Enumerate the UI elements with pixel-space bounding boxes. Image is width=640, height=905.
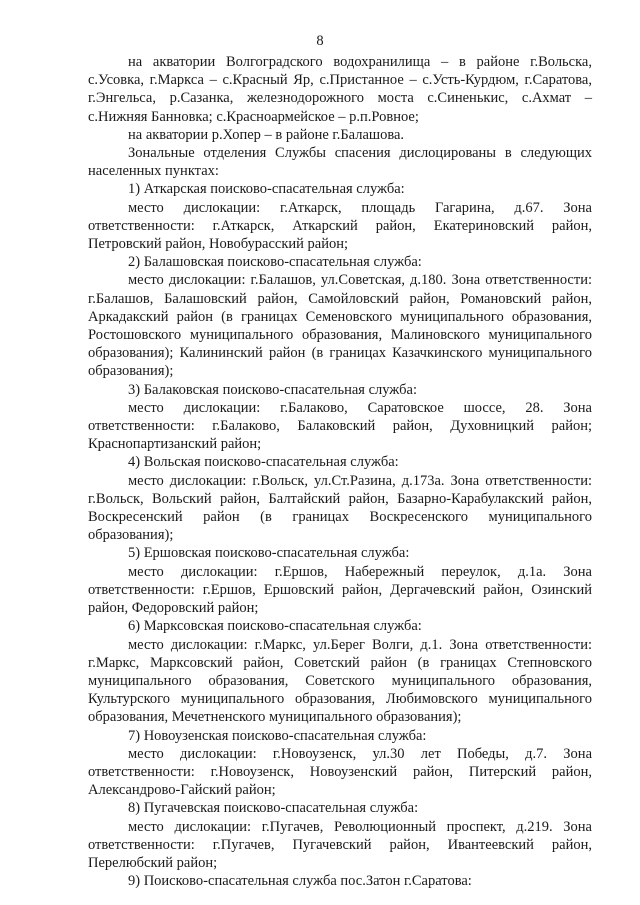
service-heading-novouzensk: 7) Новоузенская поисково-спасательная служба: [128,727,427,744]
service-details-ershov: место дислокации: г.Ершов, Набережный переулок, д.1а. Зона ответственности: г.Ершов, Ершовский район, Дергачевский район, Озинский район, Федоровский район; [88,563,592,617]
paragraph-zonal-intro: Зональные отделения Службы спасения дислоцированы в следующих населенных пунктах: [88,145,592,180]
service-details-marks: место дислокации: г.Маркс, ул.Берег Волги, д.1. Зона ответственности: г.Маркс, Марксовский район, Советский район (в границах Степновского муниципального образования, Советского муниципального образования, Культурского муниципального образования, Любимовского муниципального образования, Мечетненского муниципального образования); [88,636,592,726]
service-heading-volsk: 4) Вольская поисково-спасательная служба: [128,454,399,471]
service-details-atkarsk: место дислокации: г.Аткарск, площадь Гагарина, д.67. Зона ответственности: г.Аткарск, Аткарский район, Екатериновский район, Петровский район, Новобурасский район; [88,199,592,253]
service-heading-ershov: 5) Ершовская поисково-спасательная служба: [128,545,410,562]
service-heading-balashov: 2) Балашовская поисково-спасательная служба: [128,254,422,271]
service-details-balashov: место дислокации: г.Балашов, ул.Советская, д.180. Зона ответственности: г.Балашов, Балашовский район, Самойловский район, Романовский район, Аркадакский район (в границах Семеновского муниципального образования, Ростошовского муниципального образования, Малиновского муниципального образования); Калининский район (в границах Казачкинского муниципального образования); [88,272,592,380]
service-details-novouzensk: место дислокации: г.Новоузенск, ул.30 лет Победы, д.7. Зона ответственности: г.Новоузенск, Новоузенский район, Питерский район, Александрово-Гайский район; [88,745,592,799]
service-details-pugachev: место дислокации: г.Пугачев, Революционный проспект, д.219. Зона ответственности: г.Пугачев, Пугачевский район, Ивантеевский район, Перелюбский район; [88,818,592,871]
paragraph-reservoir-area: на акватории Волгоградского водохранилища – в районе г.Вольска, с.Усовка, г.Маркса – с.Красный Яр, с.Пристанное – с.Усть-Курдюм, г.Саратова, г.Энгельса, р.Сазанка, железнодорожного моста с.Синенькис, с.Ахмат – с.Нижняя Банновка; с.Красноармейское – р.п.Ровное; [88,54,592,125]
document-body [88,53,592,890]
service-heading-pugachev: 8) Пугачевская поисково-спасательная служба: [128,800,419,817]
page-number: 8 [316,33,324,49]
service-heading-marks: 6) Марксовская поисково-спасательная служба: [128,618,422,635]
service-heading-zaton: 9) Поисково-спасательная служба пос.Затон г.Саратова: [128,873,472,890]
service-heading-atkarsk: 1) Аткарская поисково-спасательная служба: [128,181,405,198]
service-details-balakovo: место дислокации: г.Балаково, Саратовское шоссе, 28. Зона ответственности: г.Балаково, Балаковский район, Духовницкий район; Краснопартизанский район; [88,399,592,453]
service-heading-balakovo: 3) Балаковская поисково-спасательная служба: [128,381,417,398]
service-details-volsk: место дислокации: г.Вольск, ул.Ст.Разина, д.173а. Зона ответственности: г.Вольск, Вольский район, Балтайский район, Базарно-Карабулакский район, Воскресенский район (в границах Воскресенского муниципального образования); [88,472,592,544]
paragraph-khoper-area: на акватории р.Хопер – в районе г.Балашова. [128,126,405,143]
